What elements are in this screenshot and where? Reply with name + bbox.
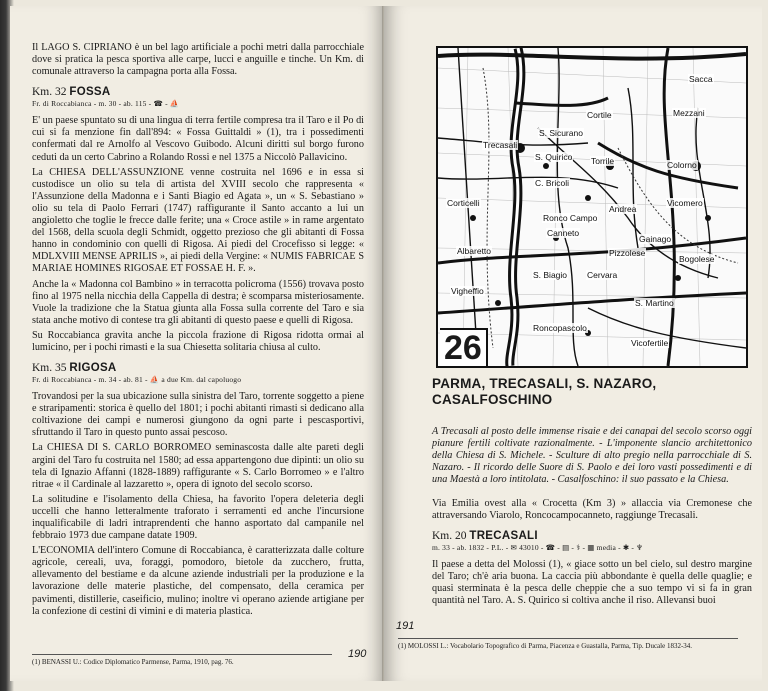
map-label: C. Bricoli	[535, 178, 570, 188]
rigosa-heading: Km. 35 RIGOSA	[32, 362, 117, 375]
map-label: Sacca	[689, 74, 713, 84]
rigosa-name: RIGOSA	[69, 362, 117, 375]
map-label: S. Biagio	[533, 270, 568, 280]
map-label: Bogolese	[679, 254, 715, 264]
map-label: Mezzani	[673, 108, 705, 118]
fossa-name: FOSSA	[69, 86, 111, 99]
map-label: S. Quirico	[535, 152, 573, 162]
map-label: Corticelli	[447, 198, 480, 208]
trecasali-paragraph-1: Il paese a detta del Molossi (1), « giace sotto un bel cielo, sul destro margine del Taro; ch'è aria buona. La caccia più abbondante è quella delle quaglie; e quasi sterminata è la pesca delle cheppie che a suo tempo vi si fa in gran quantità nel Taro. A. S. Quirico si coltiva anche il riso. Allevansi buoi	[432, 559, 752, 607]
left-page	[10, 6, 384, 681]
map-label: S. Sicurano	[539, 128, 583, 138]
rigosa-paragraph-1: Trovandosi per la sua ubicazione sulla sinistra del Taro, torrente soggetto a piene e straripamenti: storica è quello del 1801; i pochi abitanti rimasti si dedicano alla coltivazione dei campi e numerosi giungono da ogni parte i pescasportivi, sfruttando il Taro in questo punto assai pescoso.	[32, 391, 364, 439]
boat-icon: ⛵	[149, 375, 160, 385]
map-label: Andrea	[609, 204, 637, 214]
map-label: Colorno	[667, 160, 697, 170]
fossa-paragraph-3: Anche la « Madonna col Bambino » in terracotta policroma (1556) trovava posto fino al 1975 nella nicchia della Cappella di destra; è scomparsa misteriosamente. Vuole la tradizione che la Statua giunta alla Fossa sulla corrente del Taro e sia stata anche motivo di contese tra gli abitanti di questo paese e quelli di Rigosa.	[32, 278, 364, 326]
right-page	[384, 6, 762, 681]
trecasali-subheading: m. 33 - ab. 1832 - P.L. - ✉ 43010 - ☎ - ▤ - ⚕ - ▦ media - ✱ - ♆	[432, 543, 644, 553]
right-page-number: 191	[396, 620, 415, 632]
left-text-column	[32, 42, 364, 621]
left-page-number: 190	[348, 648, 367, 660]
trecasali-heading: Km. 20 TRECASALI	[432, 530, 538, 543]
map-label: Roncopascolo	[533, 323, 587, 333]
rigosa-paragraph-3: La solitudine e l'isolamento della Chiesa, ha favorito l'opera deleteria degli uccelli che hanno letteralmente traforato i serramenti ed anche l'incursione inqualificabile di ladri intraprendenti che hanno asportato dal campanile nel febbraio 1973 due campane datate 1909.	[32, 493, 364, 542]
map-label: S. Martino	[635, 298, 674, 308]
fossa-paragraph-1: E' un paese spuntato su di una lingua di terra fertile compresa tra il Taro e il Po di cui si fa menzione fin dall'894: « Fossa Guittaldi » (1), tra i possedimenti confermati dal re Arnolfo al Vescovo Guibodo. Alcuni diritti sul borgo furono ceduti da un certo Cabrino a Rolando Rossi e nel 1375 a Niccolò Pallavicino.	[32, 115, 364, 163]
map-label: Pizzolese	[609, 248, 646, 258]
section-intro: A Trecasali al posto delle immense risaie e dei canapai del secolo scorso oggi pianure fertili coltivate razionalmente. - L'imponente slancio architettonico della Chiesa di S. Michele. - Sculture di alto pregio nella parrocchiale di S. Nazaro. - Il ricordo delle Suore di S. Paolo e dei loro vasti possedimenti e di una Maestà a loro intitolata. - Casalfoschino: il suo passato e la Chiesa.	[432, 426, 752, 485]
map-label: Vicomero	[667, 198, 703, 208]
fossa-paragraph-4: Su Roccabianca gravita anche la piccola frazione di Rigosa ridotta ormai al lumicino, per i pochi rimasti e la sua Chiesetta solitaria chiusa al culto.	[32, 329, 364, 353]
lago-paragraph: Il LAGO S. CIPRIANO è un bel lago artificiale a pochi metri dalla parrocchiale dove si pratica la pesca sportiva alle carpe, lucci e anguille e tinche. Un Km. di comunale attraverso la campagna porta alla Fossa.	[32, 42, 364, 78]
right-text-column	[432, 498, 752, 611]
map-label: Trecasali	[483, 140, 518, 150]
map-label: Torrile	[591, 156, 615, 166]
road-map	[436, 46, 748, 368]
trecasali-name: TRECASALI	[469, 530, 538, 543]
map-label: Cervara	[587, 270, 618, 280]
rigosa-subheading: Fr. di Roccabianca - m. 34 - ab. 81 - ⛵ a due Km. dal capoluogo	[32, 375, 242, 385]
boat-icon: ⛵	[169, 99, 180, 109]
fossa-paragraph-2: La CHIESA DELL'ASSUNZIONE venne costruita nel 1696 e in essa si custodisce un olio su tela di artista del XVIII secolo che rappresenta « l'Assunzione della Madonna e i Santi Biagio ed Agata », un « S. Sebastiano » olio su tela di Paolo Ferrari (1747) raffigurante il Santo accanto a lui un angioletto che toglie le frecce dalle ferite; una « Croce astile » in rame argentato del 1568, della scuola degli Schmidt, oggetto prezioso che gli abitanti di Fossa hanno in condominio con quelli di Rigosa. Ai piedi del Crocefisso si legge: « MDLXVIII MENSE APRILIS », ai piedi della Vergine: « NUMIS FABRICAE S MARIAE HOMINES RIGOSAE ET FOSSAE H. F. ».	[32, 166, 364, 275]
map-label: Canneto	[547, 228, 580, 238]
fossa-heading: Km. 32 FOSSA	[32, 86, 111, 99]
map-label: Vigheffio	[451, 286, 484, 296]
rigosa-paragraph-4: L'ECONOMIA dell'intero Comune di Roccabianca, è caratterizzata dalle colture agricole, cereali, uva, foraggi, pomodoro, bietole da zucchero, frutta, allevamento del bestiame e da alcune aziende industriali per la produzione e la lavorazione delle materie plastiche, del compensato, della ceramica per pavimenti, distillerie, caseificio, mulino; inoltre vi operano aziende artigiane per la confezione di cestini di vimini e di materia plastica.	[32, 545, 364, 617]
map-label: Cortile	[587, 110, 612, 120]
fossa-subheading: Fr. di Roccabianca - m. 30 - ab. 115 - ☎ - ⛵	[32, 99, 180, 109]
map-label: Gainago	[639, 234, 672, 244]
right-footnote: (1) MOLOSSI L.: Vocabolario Topografico di Parma, Piacenza e Guastalla, Parma, Tip. Ducale 1832-34.	[398, 638, 738, 651]
left-footnote: (1) BENASSI U.: Codice Diplomatico Parmense, Parma, 1910, pag. 76.	[32, 654, 332, 667]
map-number: 26	[440, 328, 488, 366]
phone-icon: ☎	[153, 99, 163, 109]
section-title: PARMA, TRECASALI, S. NAZARO, CASALFOSCHINO	[432, 376, 657, 407]
map-label: Albaretto	[457, 246, 492, 256]
map-label: Ronco Campo	[543, 213, 598, 223]
route-paragraph: Via Emilia ovest alla « Crocetta (Km 3) » allaccia via Cremonese che attraversando Viarolo, Roncocampocanneto, raggiunge Trecasali.	[432, 498, 752, 522]
rigosa-paragraph-2: La CHIESA DI S. CARLO BORROMEO seminascosta dalle alte pareti degli argini del Taro fu costruita nel 1580; ad essa appartengono due dipinti: un olio su tela di Ignazio Affanni (1828-1889) raffigurante « S. Carlo Borromeo » e l'altro ritrae « il Cardinale al lazzaretto », opera di ignoto del secolo scorso.	[32, 442, 364, 490]
map-label: Vicofertile	[631, 338, 669, 348]
